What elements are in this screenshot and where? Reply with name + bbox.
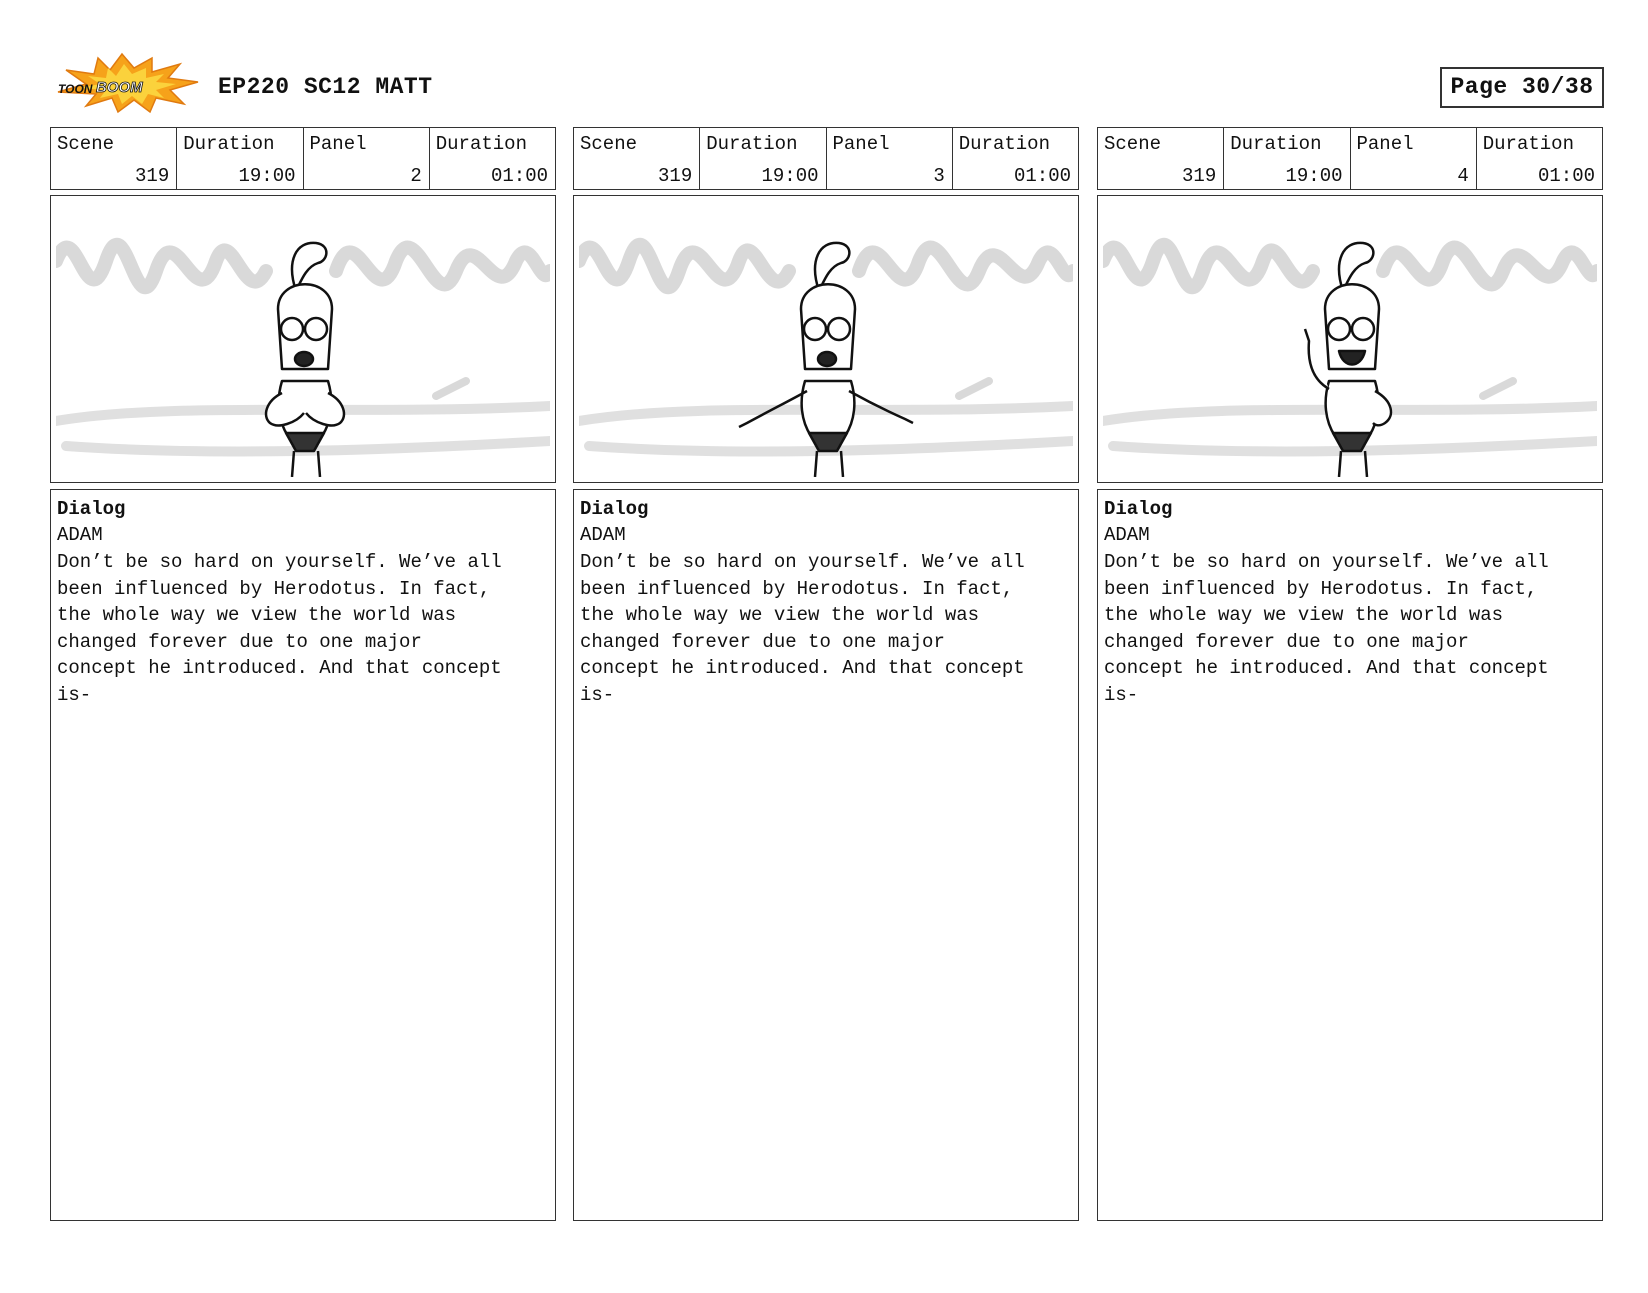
- panel-value: 3: [933, 165, 945, 187]
- scene-duration-cell: [700, 128, 826, 189]
- panel-label: Panel: [832, 133, 890, 155]
- panel-value: 4: [1457, 165, 1469, 187]
- scene-duration-value: 19:00: [1285, 165, 1343, 187]
- dialog-text: Don’t be so hard on yourself. We’ve all been influenced by Herodotus. In fact, the whole way we view the world was changed forever due to one major concept he introduced. And that concept is-: [1104, 551, 1549, 706]
- panel-value: 2: [410, 165, 422, 187]
- duration-label: Duration: [183, 133, 275, 155]
- scene-cell: [1098, 128, 1224, 189]
- dialog-text: Don’t be so hard on yourself. We’ve all been influenced by Herodotus. In fact, the whole way we view the world was changed forever due to one major concept he introduced. And that concept is-: [580, 551, 1025, 706]
- duration-label: Duration: [1230, 133, 1322, 155]
- scene-cell: [51, 128, 177, 189]
- scene-value: 319: [658, 165, 693, 187]
- scene-label: Scene: [580, 133, 638, 155]
- document-title: EP220 SC12 MATT: [218, 74, 433, 100]
- duration-label: Duration: [706, 133, 798, 155]
- logo-text: TOON: [58, 82, 93, 96]
- dialog-label: Dialog: [57, 498, 126, 520]
- dialog-label: Dialog: [580, 498, 649, 520]
- duration-label: Duration: [435, 133, 527, 155]
- scene-value: 319: [1182, 165, 1217, 187]
- character-name: ADAM: [57, 524, 103, 546]
- scene-cell: [574, 128, 700, 189]
- panel-duration-cell: [1477, 128, 1602, 189]
- panel-label: Panel: [309, 133, 367, 155]
- panel-cell: [1351, 128, 1477, 189]
- dialog-label: Dialog: [1104, 498, 1173, 520]
- scene-duration-value: 19:00: [238, 165, 296, 187]
- dialog-text: Don’t be so hard on yourself. We’ve all been influenced by Herodotus. In fact, the whole way we view the world was changed forever due to one major concept he introduced. And that concept is-: [57, 551, 502, 706]
- panel-duration-cell: [953, 128, 1078, 189]
- panel-cell: [827, 128, 953, 189]
- character-name: ADAM: [580, 524, 626, 546]
- scene-label: Scene: [57, 133, 115, 155]
- panel-duration-value: 01:00: [490, 165, 548, 187]
- dialog-box: [50, 489, 556, 1221]
- scene-duration-cell: [1224, 128, 1350, 189]
- panel-cell: [304, 128, 430, 189]
- dialog-box: [573, 489, 1079, 1221]
- panel-info-table: [50, 127, 556, 190]
- duration-label: Duration: [958, 133, 1050, 155]
- panel-duration-cell: [430, 128, 555, 189]
- scene-duration-value: 19:00: [761, 165, 819, 187]
- scene-duration-cell: [177, 128, 303, 189]
- panel-info-table: [573, 127, 1079, 190]
- storyboard-sketch: [1103, 201, 1597, 477]
- dialog-box: [1097, 489, 1603, 1221]
- page-number: Page 30/38: [1440, 67, 1604, 108]
- character-name: ADAM: [1104, 524, 1150, 546]
- scene-label: Scene: [1104, 133, 1162, 155]
- storyboard-frame: [573, 195, 1079, 483]
- panel-duration-value: 01:00: [1013, 165, 1071, 187]
- panel-info-table: [1097, 127, 1603, 190]
- storyboard-sketch: [56, 201, 550, 477]
- storyboard-sketch: [579, 201, 1073, 477]
- panel-label: Panel: [1356, 133, 1414, 155]
- svg-text:BOOM: BOOM: [96, 79, 143, 96]
- panel-duration-value: 01:00: [1537, 165, 1595, 187]
- duration-label: Duration: [1482, 133, 1574, 155]
- toonboom-logo: [52, 52, 200, 114]
- scene-value: 319: [135, 165, 170, 187]
- storyboard-frame: [50, 195, 556, 483]
- storyboard-frame: [1097, 195, 1603, 483]
